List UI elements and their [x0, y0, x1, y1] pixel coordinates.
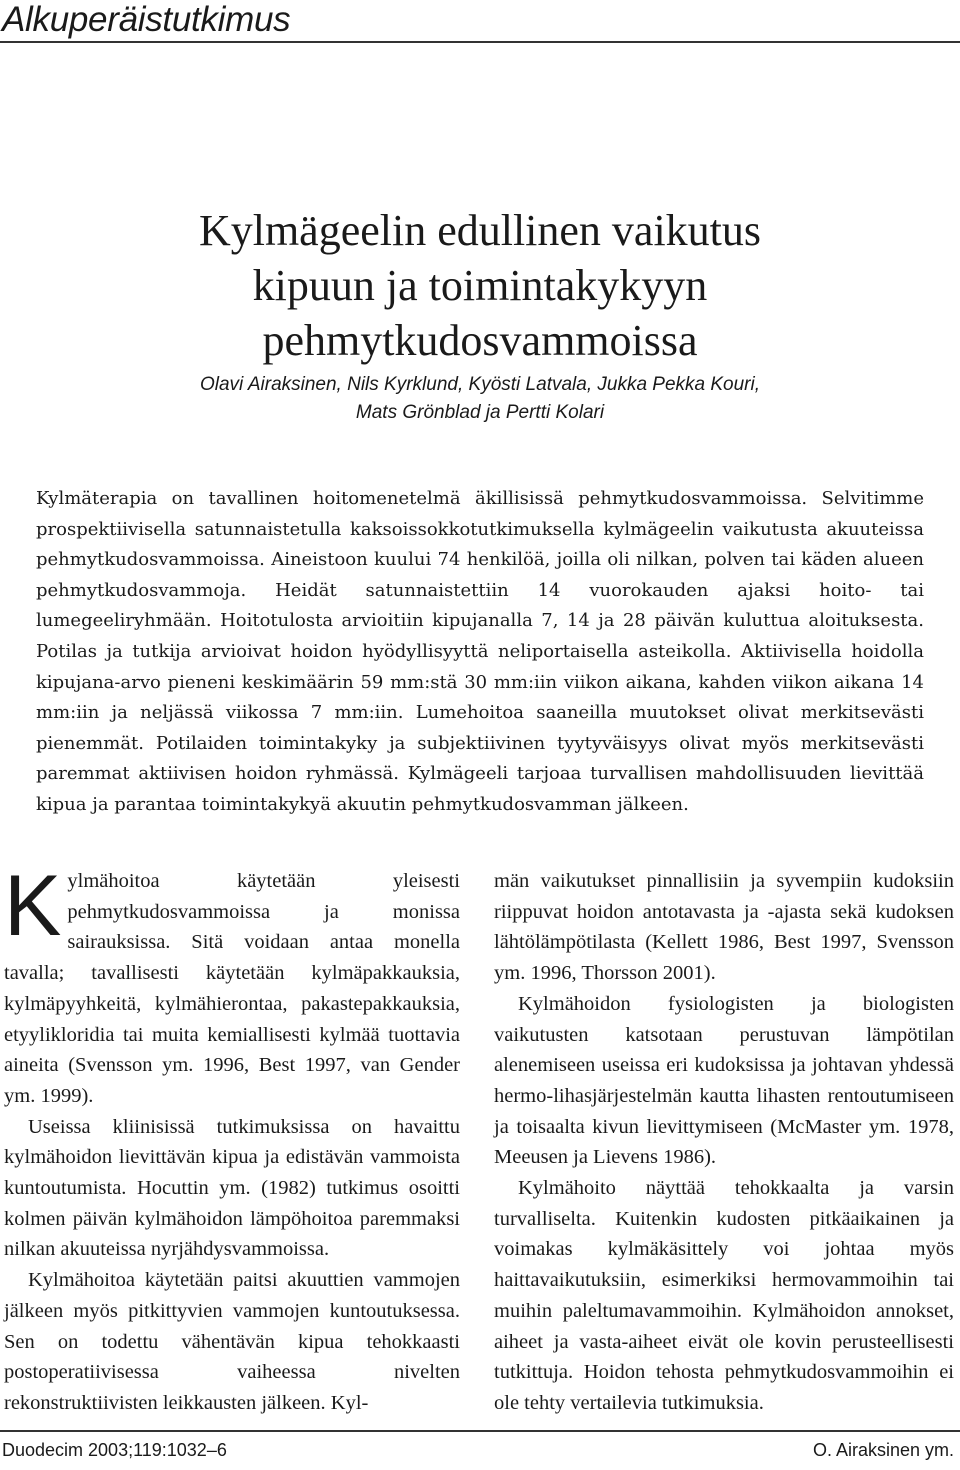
body-column-right — [494, 866, 954, 1419]
body-paragraph: Useissa kliinisissä tutkimuksissa on havaittu kylmähoidon lievittävän kipua ja edistävän vammoista kuntoutumista. Hocuttin ym. (1982) tutkimus osoitti kolmen päivän kylmähoidon lämpöhoitoa paremmaksi nilkan akuuteissa nyrjähdysvammoissa. — [4, 1115, 460, 1261]
footer-rule — [0, 1430, 960, 1432]
drop-cap: K — [4, 858, 62, 954]
running-author: O. Airaksinen ym. — [812, 1440, 954, 1460]
title-line-3: pehmytkudosvammoissa — [262, 316, 698, 365]
title-line-2: kipuun ja toimintakykyyn — [252, 261, 708, 310]
section-label: Alkuperäistutkimus — [2, 0, 291, 39]
author-list — [0, 371, 960, 427]
journal-citation: Duodecim 2003;119:1032–6 — [2, 1440, 227, 1460]
body-paragraph: Kylmähoitoa käytetään paitsi akuuttien vammojen jälkeen myös pitkittyvien vammojen kuntoutuksessa. Sen on todettu vähentävän kipua tehokkaasti postoperatiivisessa vaiheessa nivelten rekonstruktiivisten leikkausten jälkeen. Kyl- — [4, 1269, 460, 1414]
body-paragraph: män vaikutukset pinnallisiin ja syvempiin kudoksiin riippuvat hoidon antotavasta ja -ajasta sekä kudoksen lähtölämpötilasta (Kellett 1986, Best 1997, Svensson ym. 1996, Thorsson 2001). — [494, 870, 954, 985]
paragraph-text: ylmähoitoa käytetään yleisesti pehmytkudosvammoissa ja monissa sairauksissa. Sitä voidaan antaa monella tavalla; tavallisesti käytetään kylmäpakkauksia, kylmäpyyhkeitä, kylmähierontaa, pakastepakkauksia, etyylikloridia tai muita kemiallisesti kylmää tuottavia aineita (Svensson ym. 1996, Best 1997, van Gender ym. 1999). — [4, 870, 460, 1107]
body-paragraph: Kylmähoidon fysiologisten ja biologisten vaikutusten katsotaan perustuvan lämpötilan alenemiseen useissa eri kudoksissa ja johtavan yhdessä hermo-lihasjärjestelmän kautta lihasten rentoutumiseen ja toisaalta kivun lievittymiseen (McMaster ym. 1978, Meeusen ja Lievens 1986). — [494, 992, 954, 1169]
abstract: Kylmäterapia on tavallinen hoitomenetelmä äkillisissä pehmytkudosvammoissa. Selvitimme prospektiivisella satunnaistetulla kaksoissokkotutkimuksella kylmägeelin vaikutusta akuuteissa pehmytkudosvammoissa. Aineistoon kuului 74 henkilöä, joilla oli nilkan, polven tai käden alueen pehmytkudosvammoja. Heidät satunnaistettiin 14 vuorokauden ajaksi hoito- tai lumegeeliryhmään. Hoitotulosta arvioitiin kipujanalla 7, 14 ja 28 päivän kuluttua aloituksesta. Potilas ja tutkija arvioivat hoidon hyödyllisyyttä neliportaisella asteikolla. Aktiivisella hoidolla kipujana-arvo pieneni keskimäärin 59 mm:stä 30 mm:iin viikon aikana, kahden viikon aikana 14 mm:iin ja neljässä viikossa 7 mm:iin. Lumehoitoa saaneilla muutokset olivat merkitsevästi pienemmät. Potilaiden toimintakyky ja subjektiivinen tyytyväisyys olivat myös merkitsevästi paremmat aktiivisen hoidon ryhmässä. Kylmägeeli tarjoaa turvallisen mahdollisuuden lievittää kipua ja parantaa toimintakykyä akuutin pehmytkudosvamman jälkeen. — [36, 488, 924, 815]
author-line-2: Mats Grönblad ja Pertti Kolari — [355, 402, 605, 423]
body-paragraph: Kylmähoito näyttää tehokkaalta ja varsin turvalliselta. Kuitenkin kudosten pitkäaikainen ja voimakas kylmäkäsittely voi johtaa myös haittavaikutuksiin, esimerkiksi hermovammoihin tai muihin paleltumavammoihin. Kylmähoidon annokset, aiheet ja vasta-aiheet eivät ole kovin perusteellisesti tutkittuja. Hoidon tehosta pehmytkudosvammoihin ei ole tehty vertailevia tutkimuksia. — [494, 1177, 954, 1414]
header-rule — [0, 41, 960, 43]
article-title — [0, 203, 960, 368]
body-column-left — [4, 858, 460, 1419]
body-paragraph — [4, 858, 460, 1112]
title-line-1: Kylmägeelin edullinen vaikutus — [198, 206, 762, 255]
author-line-1: Olavi Airaksinen, Nils Kyrklund, Kyösti Latvala, Jukka Pekka Kouri, — [199, 374, 761, 395]
